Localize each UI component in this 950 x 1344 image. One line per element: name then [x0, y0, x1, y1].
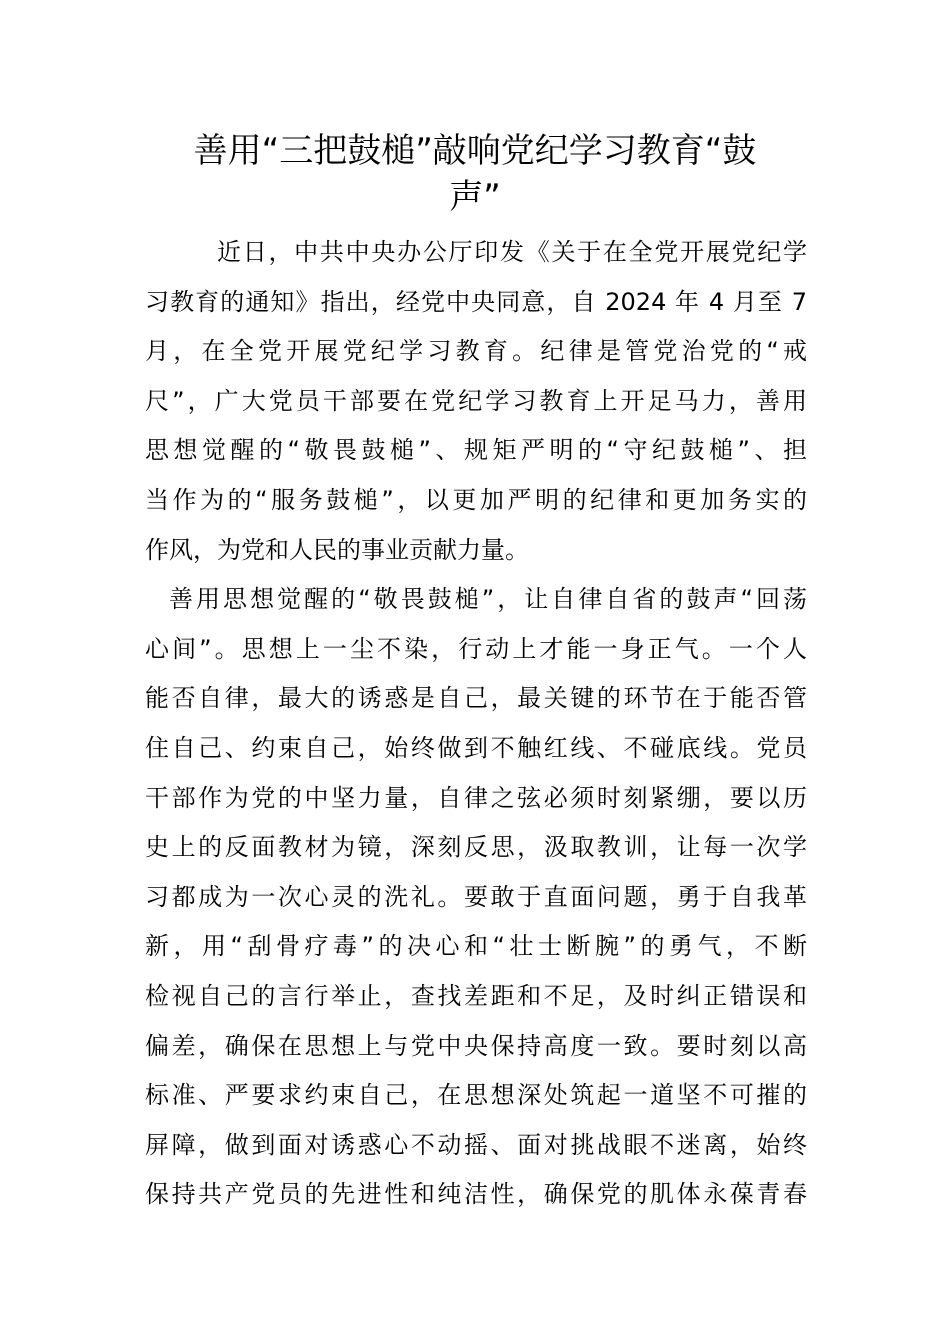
text-line: 干部作为党的中坚力量，自律之弦必须时刻紧绷，要以历: [145, 783, 807, 812]
text-line: 尺”，广大党员干部要在党纪学习教育上开足马力，善用: [145, 386, 807, 415]
text-line: 作风，为党和人民的事业贡献力量。: [145, 535, 529, 564]
text-line: 检视自己的言行举止，查找差距和不足，及时纠正错误和: [145, 981, 807, 1010]
text-line: 能否自律，最大的诱惑是自己，最关键的环节在于能否管: [145, 684, 807, 713]
text-line: 保持共产党员的先进性和纯洁性，确保党的肌体永葆青春: [145, 1180, 807, 1209]
text-line: 当作为的“服务鼓槌”，以更加严明的纪律和更加务实的: [145, 485, 807, 514]
text-line: 新，用“刮骨疗毒”的决心和“壮士断腕”的勇气，不断: [145, 932, 807, 961]
text-line: 心间”。思想上一尘不染，行动上才能一身正气。一个人: [145, 634, 807, 663]
text-line: 思想觉醒的“敬畏鼓槌”、规矩严明的“守纪鼓槌”、担: [145, 436, 807, 465]
text-line: 屏障，做到面对诱惑心不动摇、面对挑战眼不迷离，始终: [145, 1130, 807, 1159]
document-body: [145, 228, 807, 1220]
text-line: 月，在全党开展党纪学习教育。纪律是管党治党的“戒: [145, 337, 807, 366]
text-line: 住自己、约束自己，始终做到不触红线、不碰底线。党员: [145, 733, 807, 762]
document-title: [150, 128, 800, 220]
text-line: 标准、严要求约束自己，在思想深处筑起一道坚不可摧的: [145, 1081, 807, 1110]
paragraph-1: [145, 228, 807, 575]
paragraph-2: [145, 575, 807, 1220]
text-line: 史上的反面教材为镜，深刻反思，汲取教训，让每一次学: [145, 833, 807, 862]
text-line: 偏差，确保在思想上与党中央保持高度一致。要时刻以高: [145, 1031, 807, 1060]
text-line: 善用思想觉醒的“敬畏鼓槌”，让自律自省的鼓声“回荡: [169, 585, 807, 614]
text-line: 习都成为一次心灵的洗礼。要敢于直面问题，勇于自我革: [145, 882, 807, 911]
text-line: 习教育的通知》指出，经党中央同意，自 2024 年 4 月至 7: [145, 287, 807, 316]
title-line-1: 善用“三把鼓槌”敲响党纪学习教育“鼓: [193, 131, 757, 171]
title-line-2: 声”: [449, 177, 501, 217]
text-line: 近日，中共中央办公厅印发《关于在全党开展党纪学: [217, 238, 807, 266]
